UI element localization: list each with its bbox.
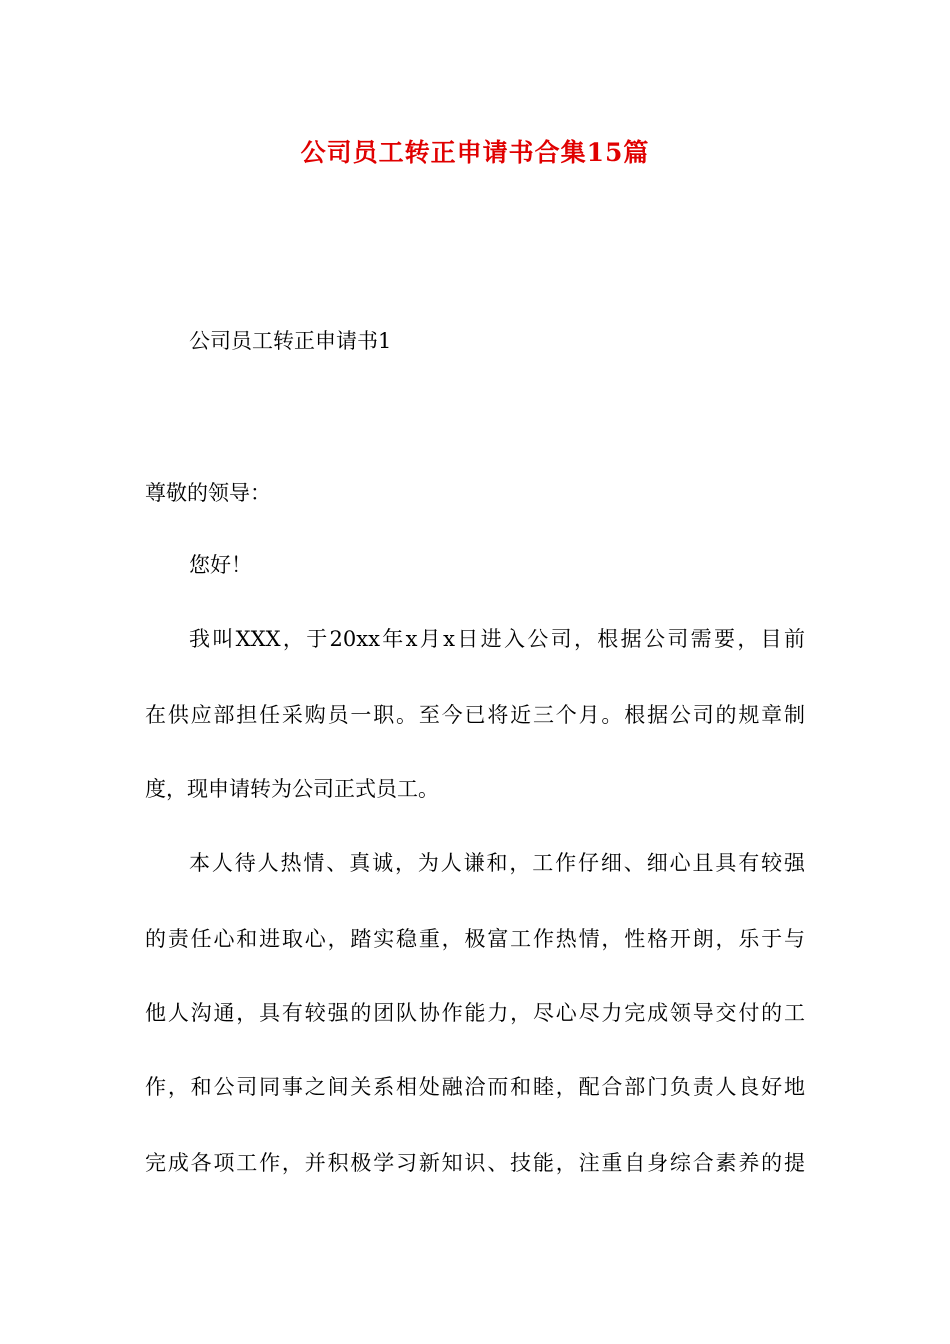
paragraph-line: 本人待人热情、真诚，为人谦和，工作仔细、细心且具有较强 [189, 851, 805, 875]
paragraph-line: 的责任心和进取心，踏实稳重，极富工作热情，性格开朗，乐于与 [145, 927, 805, 951]
paragraph-line: 度，现申请转为公司正式员工。 [145, 777, 439, 801]
document-title: 公司员工转正申请书合集15篇 [300, 138, 650, 167]
salutation: 尊敬的领导： [145, 481, 271, 505]
paragraph-line: 完成各项工作，并积极学习新知识、技能，注重自身综合素养的提 [145, 1151, 805, 1175]
paragraph-line: 他人沟通，具有较强的团队协作能力，尽心尽力完成领导交付的工 [145, 1001, 805, 1025]
paragraph-line: 在供应部担任采购员一职。至今已将近三个月。根据公司的规章制 [145, 703, 805, 727]
paragraph-line: 作，和公司同事之间关系相处融洽而和睦，配合部门负责人良好地 [145, 1075, 805, 1099]
paragraph-line: 我叫XXX，于20xx年x月x日进入公司，根据公司需要，目前 [189, 627, 805, 651]
greeting: 您好！ [189, 553, 252, 577]
section-heading: 公司员工转正申请书1 [189, 329, 392, 353]
